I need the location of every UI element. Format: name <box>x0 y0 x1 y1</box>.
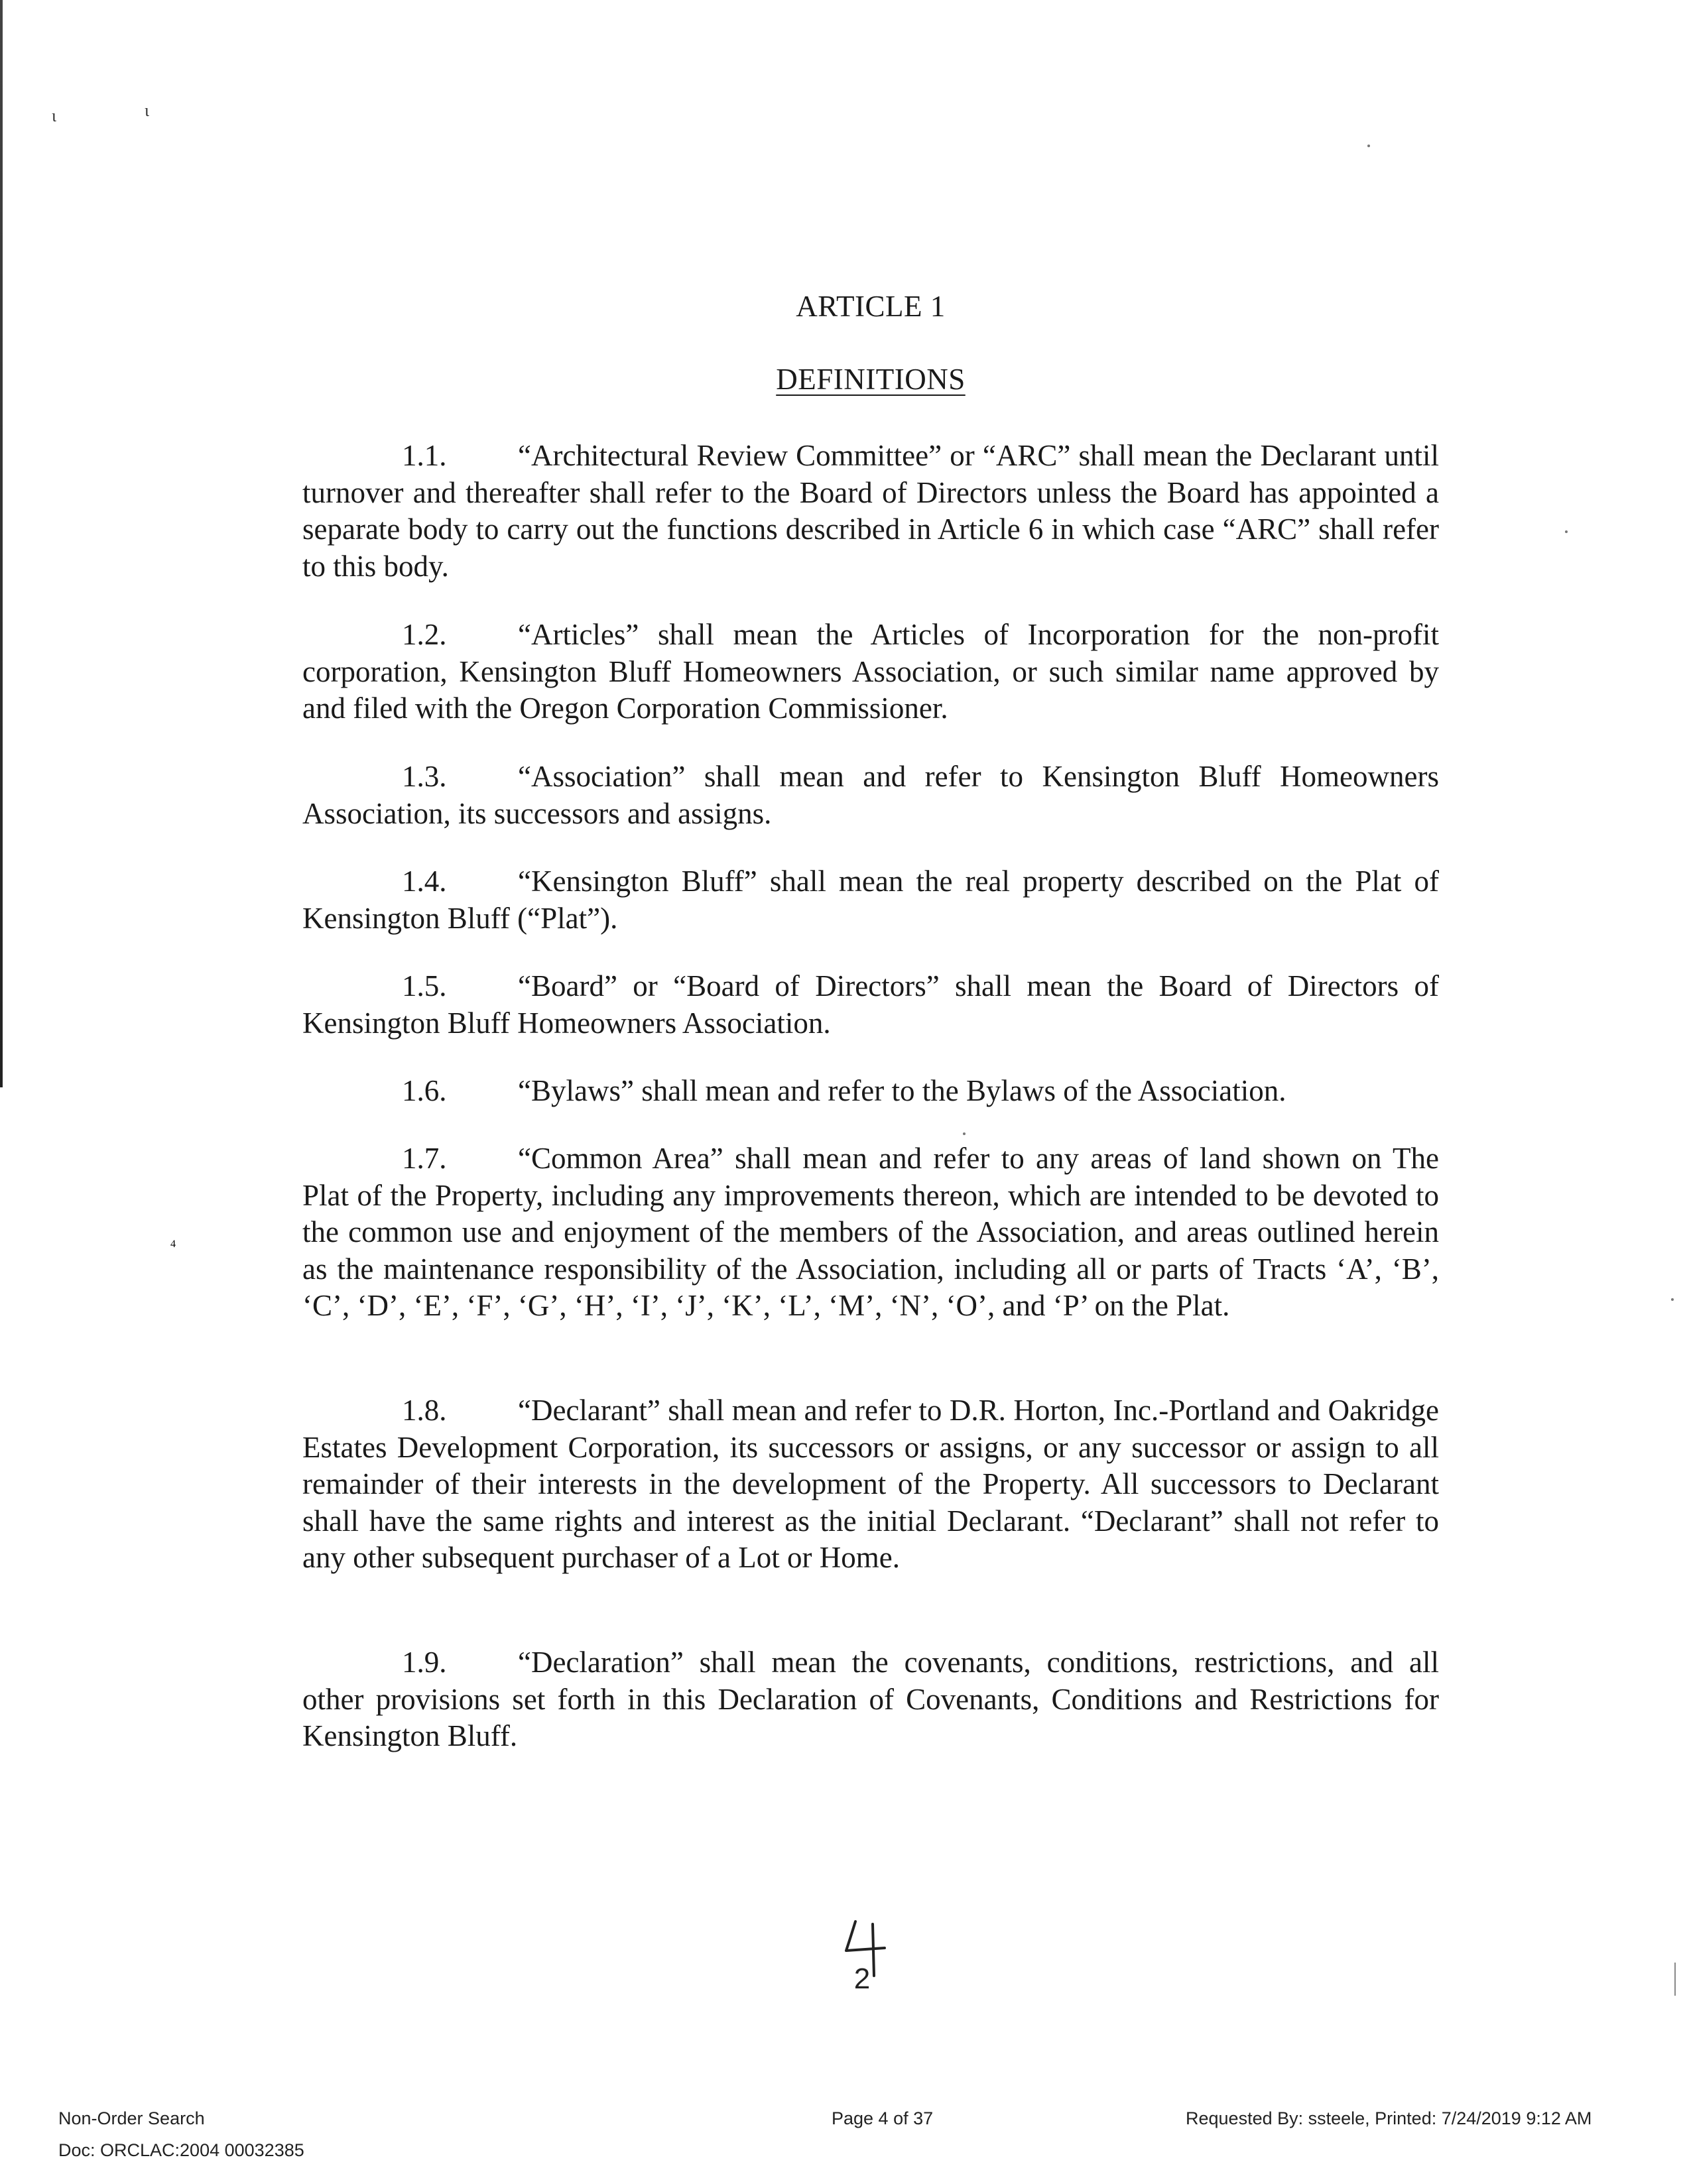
definition-paragraph <box>302 863 1439 937</box>
paragraph-text: “Board” or “Board of Directors” shall mean the Board of Directors of Kensington Bluff Homeowners Association. <box>302 969 1439 1040</box>
paragraph-number: 1.6. <box>402 1074 447 1107</box>
paragraph-text: “Articles” shall mean the Articles of Incorporation for the non-profit corporation, Kensington Bluff Homeowners Association, or such similar name approved by and filed with the Oregon Corporation Commissioner. <box>302 618 1439 725</box>
paragraph-number: 1.1. <box>402 439 447 472</box>
scan-speck <box>1674 1963 1676 1996</box>
scan-speck <box>1671 1298 1674 1301</box>
article-title: ARTICLE 1 <box>796 290 946 323</box>
definition-paragraph <box>302 1392 1439 1577</box>
paragraph-text: “Declaration” shall mean the covenants, conditions, restrictions, and all other provisions set forth in this Declaration of Covenants, Conditions and Restrictions for Kensington Bluff. <box>302 1646 1439 1752</box>
section-title-text: DEFINITIONS <box>776 363 966 396</box>
paragraph-text: “Common Area” shall mean and refer to any areas of land shown on The Plat of the Property, including any improvements thereon, which are intended to be devoted to the common use and enjoyment of the members of the Association, and areas outlined herein as the maintenance responsibility of the Association, including all or parts of Tracts ‘A’, ‘B’, ‘C’, ‘D’, ‘E’, ‘F’, ‘G’, ‘H’, ‘I’, ‘J’, ‘K’, ‘L’, ‘M’, ‘N’, ‘O’, and ‘P’ on the Plat. <box>302 1142 1439 1322</box>
paragraph-text: “Declarant” shall mean and refer to D.R. Horton, Inc.-Portland and Oakridge Estates Development Corporation, its successors or assigns, or any successor or assign to all remainder of their interests in the development of the Property. All successors to Declarant shall have the same rights and interest as the initial Declarant. “Declarant” shall not refer to any other subsequent purchaser of a Lot or Home. <box>302 1394 1439 1574</box>
footer-doc-ref: Doc: ORCLAC:2004 00032385 <box>58 2140 304 2160</box>
handwritten-page-number-text: 4 <box>170 1239 176 1250</box>
footer-page-of: Page 4 of 37 <box>832 2108 934 2128</box>
page-number: 2 <box>853 1963 871 1995</box>
paragraph-text: “Association” shall mean and refer to Kensington Bluff Homeowners Association, its successors and assigns. <box>302 760 1439 830</box>
scan-mark: ɩ <box>52 106 56 125</box>
section-title <box>302 362 1439 396</box>
definition-paragraph <box>302 1644 1439 1755</box>
paragraph-number: 1.3. <box>402 760 447 793</box>
paragraph-number: 1.9. <box>402 1646 447 1679</box>
paragraph-number: 1.7. <box>402 1142 447 1175</box>
footer-requested-by: Requested By: ssteele, Printed: 7/24/2019 9:12 AM <box>1186 2108 1592 2128</box>
paragraph-text: “Architectural Review Committee” or “ARC” shall mean the Declarant until turnover and thereafter shall refer to the Board of Directors unless the Board has appointed a separate body to carry out the functions described in Article 6 in which case “ARC” shall refer to this body. <box>302 439 1439 583</box>
scan-speck <box>963 1132 966 1135</box>
footer-search-type: Non-Order Search <box>58 2108 205 2128</box>
scan-mark: ɩ <box>145 101 149 120</box>
definition-paragraph <box>302 1140 1439 1325</box>
scan-speck <box>1367 145 1370 147</box>
definition-paragraph <box>302 758 1439 832</box>
paragraph-text: “Bylaws” shall mean and refer to the Bylaws of the Association. <box>518 1074 1286 1107</box>
definition-paragraph <box>302 617 1439 727</box>
definition-paragraph <box>302 968 1439 1042</box>
paragraph-number: 1.4. <box>402 865 447 898</box>
paragraph-number: 1.2. <box>402 618 447 651</box>
paragraph-number: 1.5. <box>402 969 447 1002</box>
scan-speck <box>1565 530 1568 533</box>
definition-paragraph <box>302 1073 1439 1110</box>
paragraph-number: 1.8. <box>402 1394 447 1427</box>
paragraph-text: “Kensington Bluff” shall mean the real property described on the Plat of Kensington Bluff (“Plat”). <box>302 865 1439 935</box>
scan-left-edge <box>0 0 3 1087</box>
definition-paragraph <box>302 438 1439 585</box>
